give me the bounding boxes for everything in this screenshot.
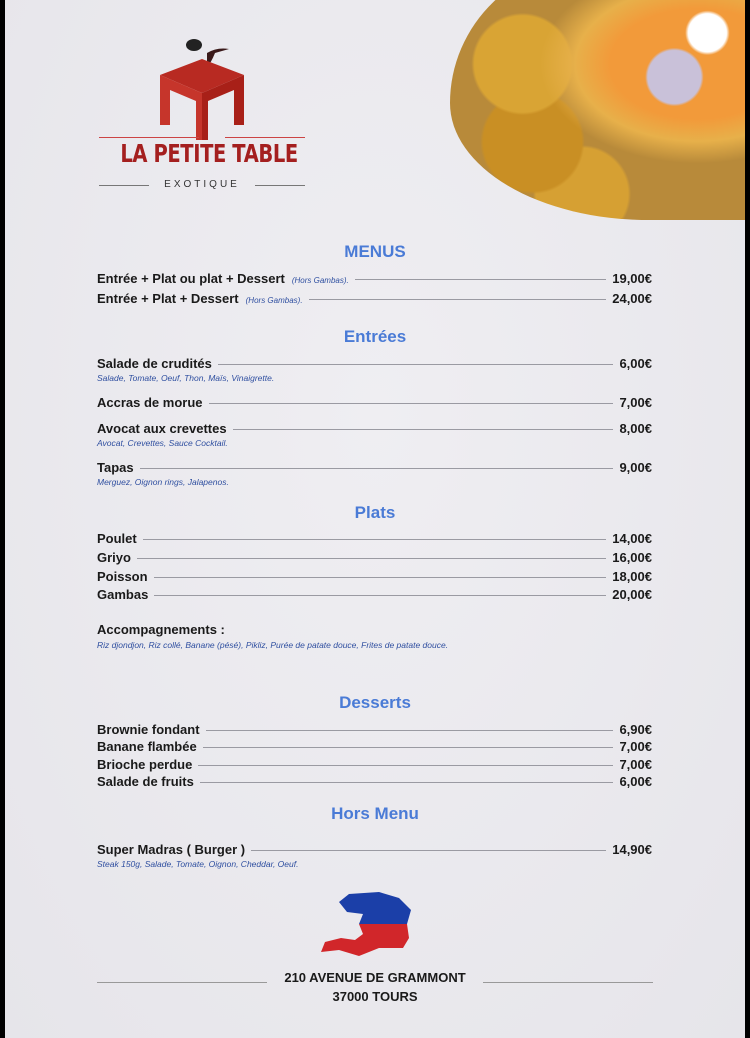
item-description: Avocat, Crevettes, Sauce Cocktail. [97,438,228,448]
menu-item [97,842,652,858]
item-price: 7,00€ [619,757,652,772]
address-line2: 37000 TOURS [332,989,418,1004]
menu-item [97,587,652,603]
menu-item [97,722,652,738]
menu-page [5,0,745,1038]
logo [97,35,307,195]
section-heading: Entrées [343,327,407,346]
accompagnements-title: Accompagnements : [97,622,225,637]
menu-item [97,356,652,372]
item-price: 20,00€ [612,587,652,602]
item-name: Entrée + Plat ou plat + Dessert [97,271,285,286]
address-line1: 210 AVENUE DE GRAMMONT [284,970,466,985]
item-name: Super Madras ( Burger ) [97,842,246,857]
leader-line [206,730,614,731]
leader-line [355,279,606,280]
leader-line [218,364,614,365]
item-price: 7,00€ [619,395,652,410]
item-price: 16,00€ [612,550,652,565]
section-heading: Plats [354,503,396,522]
item-price: 6,00€ [619,774,652,789]
item-price: 6,90€ [619,722,652,737]
item-name: Salade de crudités [97,356,212,371]
leader-line [233,429,614,430]
item-description: Steak 150g, Salade, Tomate, Oignon, Cheddar, Oeuf. [97,859,299,869]
menu-item [97,739,652,755]
item-name: Poisson [97,569,148,584]
menu-item [97,395,652,411]
leader-line [154,595,606,596]
menu-item [97,569,652,585]
item-note: (Hors Gambas). [245,296,303,305]
item-price: 9,00€ [619,460,652,475]
item-name: Brownie fondant [97,722,200,737]
item-name: Brioche perdue [97,757,193,772]
accompagnements-desc: Riz djondjon, Riz collé, Banane (pésé), Pikliz, Purée de patate douce, Frites de patate douce. [97,640,449,650]
item-price: 24,00€ [612,291,652,306]
item-name: Banane flambée [97,739,197,754]
food-photo [450,0,745,220]
item-price: 14,00€ [612,531,652,546]
menu-item [97,550,652,566]
menu-item [97,531,652,547]
item-name: Griyo [97,550,131,565]
item-price: 7,00€ [619,739,652,754]
item-price: 6,00€ [619,356,652,371]
item-name: Avocat aux crevettes [97,421,227,436]
item-price: 14,90€ [612,842,652,857]
item-description: Salade, Tomate, Oeuf, Thon, Maïs, Vinaigrette. [97,373,275,383]
item-name: Poulet [97,531,137,546]
item-name: Entrée + Plat + Dessert [97,291,239,306]
leader-line [143,539,607,540]
item-price: 8,00€ [619,421,652,436]
item-name: Gambas [97,587,149,602]
item-description: Merguez, Oignon rings, Jalapenos. [97,477,229,487]
menu-item [97,271,652,287]
section-heading: Hors Menu [331,804,419,823]
item-name: Salade de fruits [97,774,194,789]
item-note: (Hors Gambas). [291,276,349,285]
leader-line [251,850,606,851]
leader-line [309,299,607,300]
logo-table-icon [152,35,252,143]
leader-line [198,765,613,766]
logo-title: LA PETITE TABLE [120,139,298,168]
item-price: 19,00€ [612,271,652,286]
item-name: Tapas [97,460,134,475]
menu-item [97,421,652,437]
menu-item [97,757,652,773]
logo-subtitle: EXOTIQUE [164,179,240,190]
leader-line [137,558,606,559]
leader-line [154,577,607,578]
section-heading: MENUS [344,242,406,261]
item-price: 18,00€ [612,569,652,584]
section-heading: Desserts [339,693,411,712]
leader-line [140,468,614,469]
item-name: Accras de morue [97,395,203,410]
leader-line [203,747,614,748]
leader-line [209,403,614,404]
haiti-flag-map-icon [319,890,414,960]
menu-item [97,774,652,790]
menu-item [97,460,652,476]
menu-item [97,291,652,307]
leader-line [200,782,614,783]
